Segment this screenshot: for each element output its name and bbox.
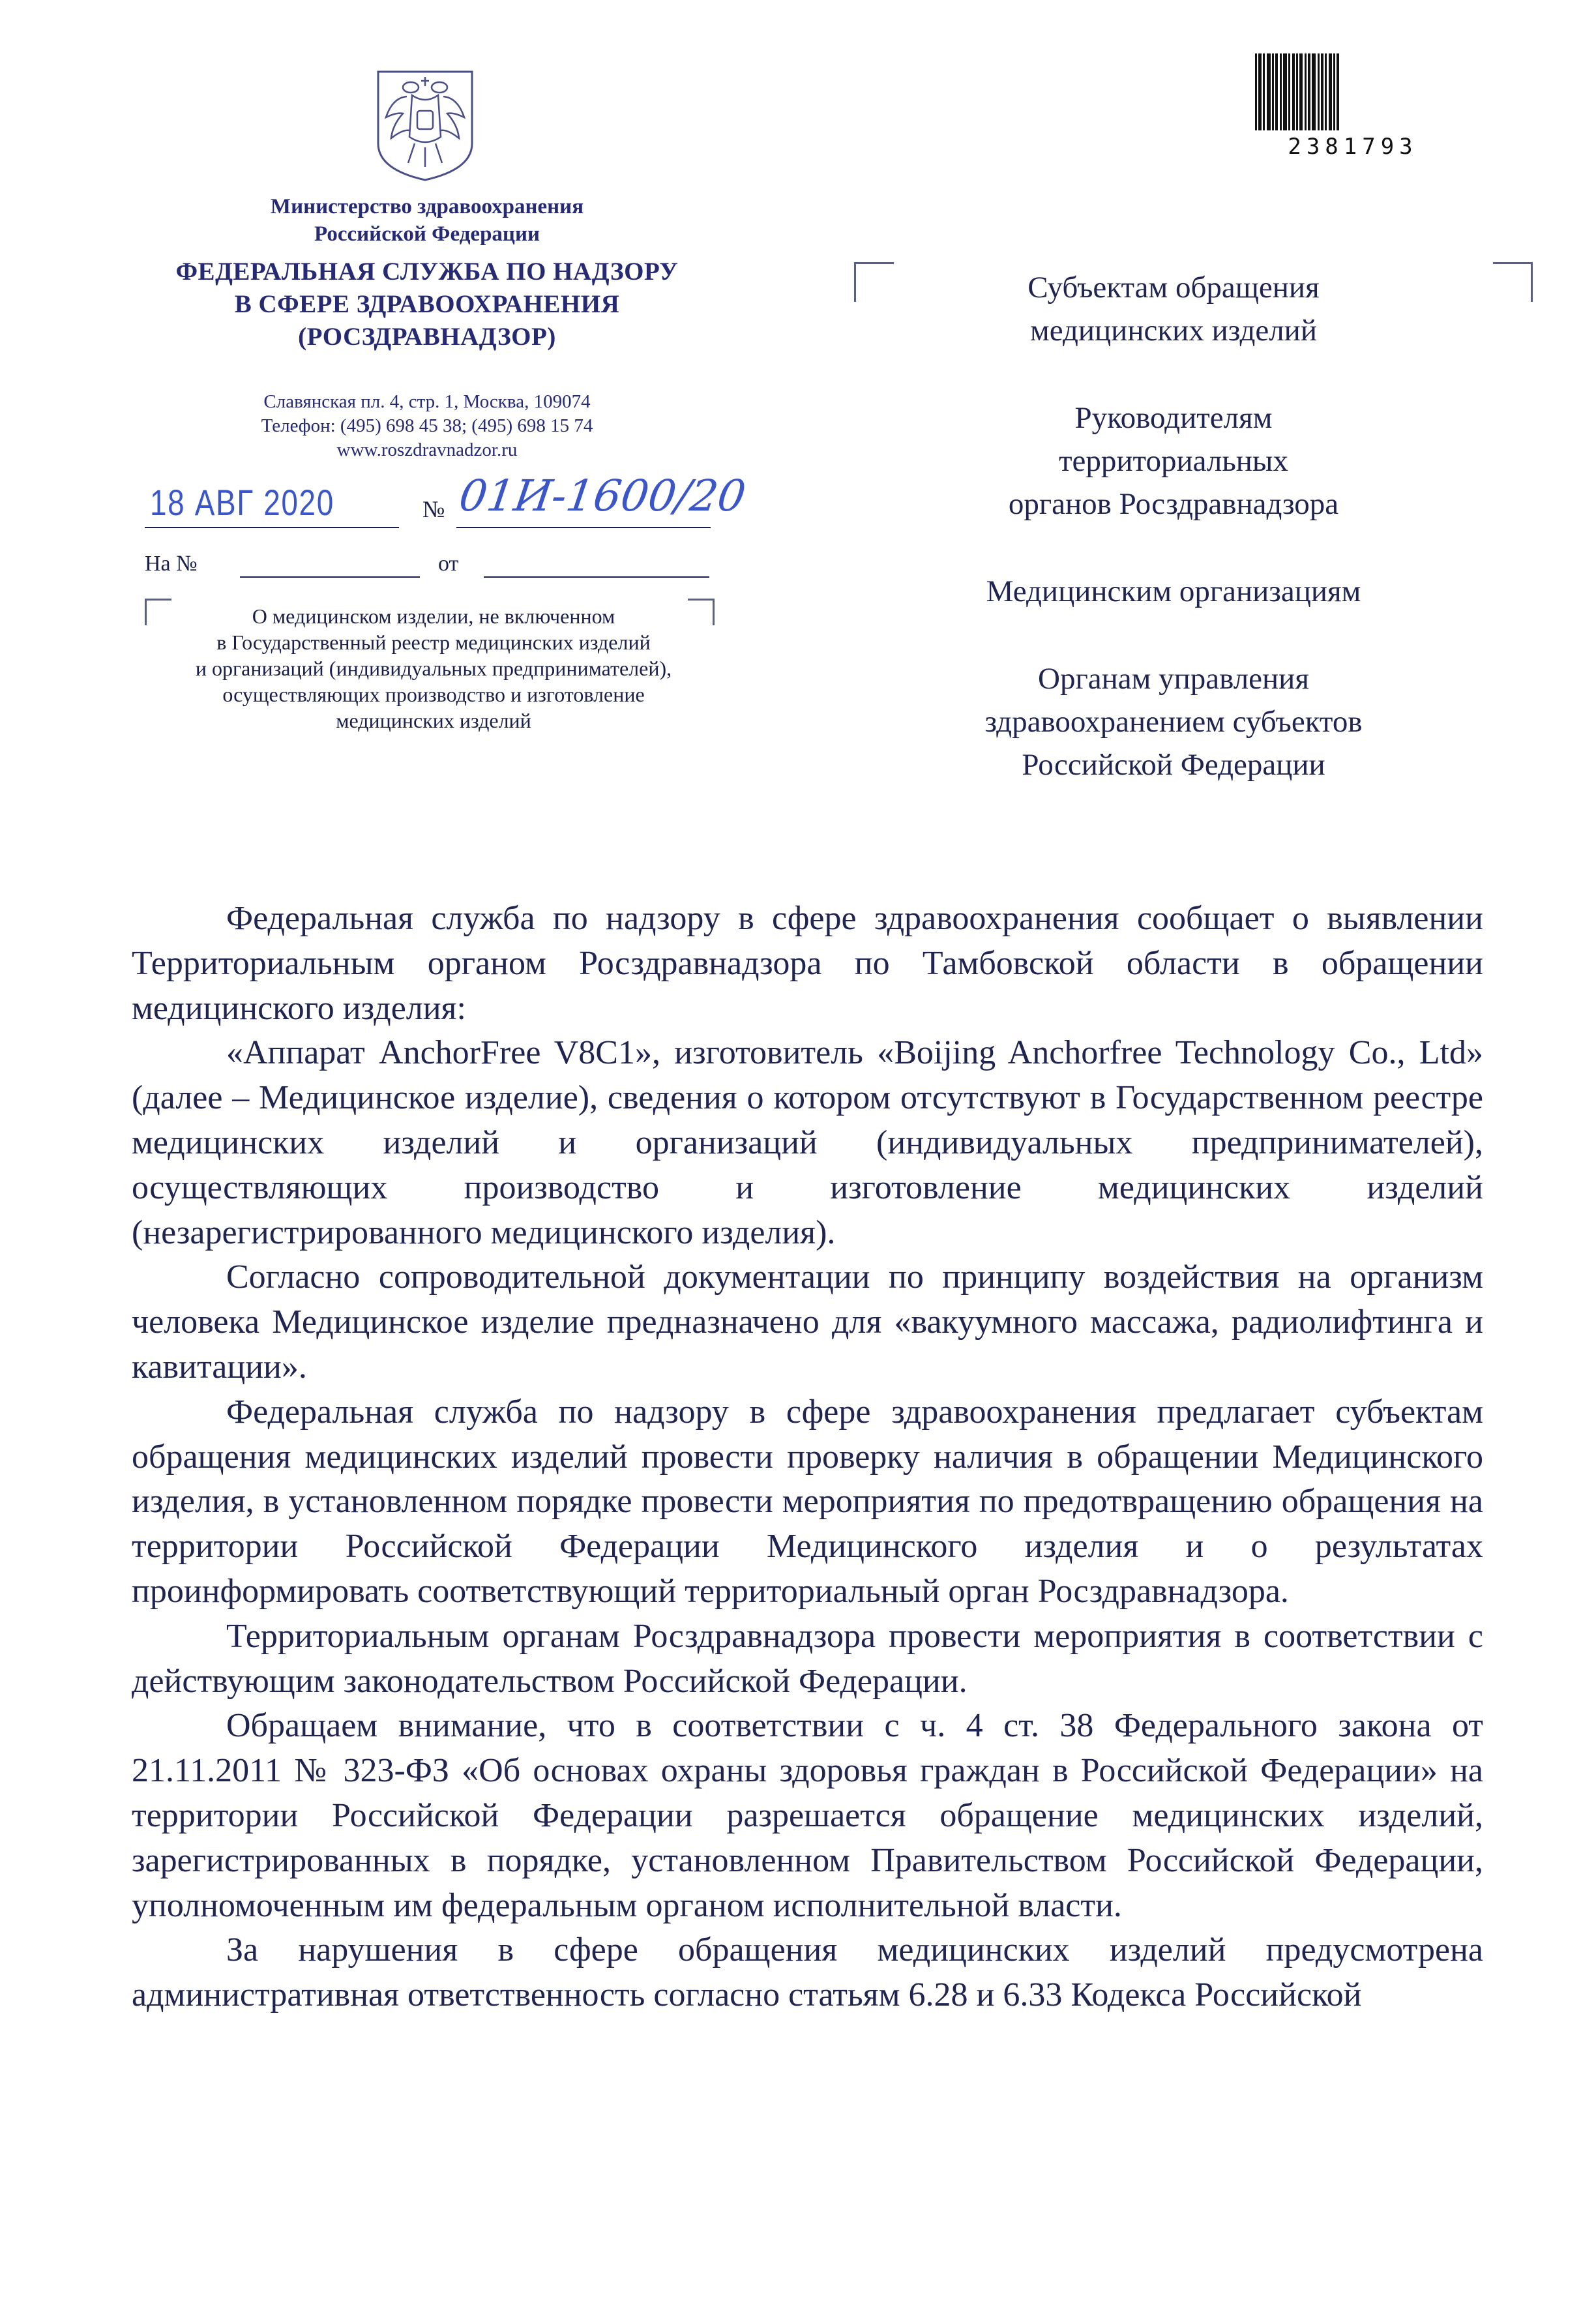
registration-date: 18 АВГ 2020 bbox=[150, 482, 334, 523]
addressee-group bbox=[900, 266, 1447, 352]
addressee-line: органов Росздравнадзора bbox=[1008, 487, 1339, 521]
addressee-line: медицинских изделий bbox=[1029, 314, 1317, 348]
subject-line: медицинских изделий bbox=[336, 709, 531, 732]
addressee-group bbox=[900, 657, 1447, 786]
body-paragraph: Территориальным органам Росздравнадзора провести мероприятия в соответствии с действующим законодательством Российской Федерации. bbox=[132, 1617, 1483, 1700]
body-paragraph: «Аппарат AnchorFree V8C1», изготовитель «Boijing Anchorfree Technology Co., Ltd» (далее – Медицинское изделие), сведения о котором отсутствуют в Государственном реестре медицинских изделий и организаций (индивидуальных предпринимателей), осуществляющих производство и изготовление медицинских изделий (незарегистрированного медицинского изделия). bbox=[132, 1034, 1483, 1251]
barcode-number: 2381793 bbox=[1288, 134, 1418, 160]
body-paragraph: Федеральная служба по надзору в сфере здравоохранения предлагает субъектам обращения медицинских изделий провести проверку наличия в обращении Медицинского изделия, в установленном порядке провести мероприятия по предотвращению обращения на территории Российской Федерации Медицинского изделия и о результатах проинформировать соответствующий территориальный орган Росздравнадзора. bbox=[132, 1393, 1483, 1610]
ministry-line: Министерство здравоохранения bbox=[270, 195, 584, 218]
reference-date-label: от bbox=[438, 552, 459, 576]
address-line: Славянская пл. 4, стр. 1, Москва, 109074 bbox=[263, 391, 591, 412]
ministry-line: Российской Федерации bbox=[314, 222, 540, 246]
ministry-name bbox=[117, 193, 737, 248]
addressee-line: Руководителям bbox=[1074, 401, 1273, 435]
number-label: № bbox=[422, 496, 445, 522]
reference-number-line bbox=[240, 576, 420, 578]
addressee-line: территориальных bbox=[1058, 444, 1289, 478]
addressee-line: Органам управления bbox=[1038, 662, 1309, 696]
addressee-bracket-right bbox=[1493, 262, 1533, 302]
subject-line: в Государственный реестр медицинских изделий bbox=[216, 631, 651, 654]
number-underline bbox=[456, 527, 711, 528]
addressee-group bbox=[900, 570, 1447, 613]
address-block bbox=[117, 390, 737, 462]
addressee-line: Российской Федерации bbox=[1022, 748, 1325, 782]
letter-body bbox=[132, 897, 1483, 2018]
body-paragraph: Федеральная служба по надзору в сфере здравоохранения сообщает о выявлении Территориальным органом Росздравнадзора по Тамбовской области в обращении медицинского изделия: bbox=[132, 900, 1483, 1027]
coat-of-arms-icon bbox=[373, 65, 477, 183]
service-line: (РОСЗДРАВНАДЗОР) bbox=[298, 323, 556, 351]
addressee-line: здравоохранением субъектов bbox=[984, 705, 1363, 739]
addressee-line: Медицинским организациям bbox=[986, 574, 1361, 608]
address-line: Телефон: (495) 698 45 38; (495) 698 15 74 bbox=[261, 415, 593, 436]
body-paragraph: За нарушения в сфере обращения медицинских изделий предусмотрена административная ответственность согласно статьям 6.28 и 6.33 Кодекса Российской bbox=[132, 1931, 1483, 2014]
subject-line: О медицинском изделии, не включенном bbox=[252, 604, 615, 628]
subject-line: и организаций (индивидуальных предпринимателей), bbox=[195, 657, 672, 680]
addressee-line: Субъектам обращения bbox=[1027, 271, 1320, 304]
reference-number-label: На № bbox=[145, 552, 198, 576]
addressee-list bbox=[900, 266, 1447, 831]
date-underline bbox=[145, 527, 399, 528]
addressee-bracket-left bbox=[854, 262, 894, 302]
body-paragraph: Обращаем внимание, что в соответствии с ч. 4 ст. 38 Федерального закона от 21.11.2011 № 323-ФЗ «Об основах охраны здоровья граждан в Российской Федерации» на территории Российской Федерации разрешается обращение медицинских изделий, зарегистрированных в порядке, установленном Правительством Российской Федерации, уполномоченным им федеральным органом исполнительной власти. bbox=[132, 1707, 1483, 1924]
registration-number: 01И-1600/20 bbox=[456, 471, 749, 521]
subject-block bbox=[127, 603, 740, 734]
barcode-stripe bbox=[1339, 53, 1341, 130]
service-name bbox=[117, 256, 737, 353]
body-paragraph: Согласно сопроводительной документации по принципу воздействия на организм человека Медицинское изделие предназначено для «вакуумного массажа, радиолифтинга и кавитации». bbox=[132, 1258, 1483, 1386]
subject-line: осуществляющих производство и изготовление bbox=[222, 683, 645, 706]
addressee-group bbox=[900, 396, 1447, 526]
barcode bbox=[1255, 53, 1451, 130]
reference-date-line bbox=[484, 576, 709, 578]
service-line: ФЕДЕРАЛЬНАЯ СЛУЖБА ПО НАДЗОРУ bbox=[175, 258, 679, 286]
service-line: В СФЕРЕ ЗДРАВООХРАНЕНИЯ bbox=[234, 290, 620, 318]
website: www.roszdravnadzor.ru bbox=[336, 439, 518, 460]
